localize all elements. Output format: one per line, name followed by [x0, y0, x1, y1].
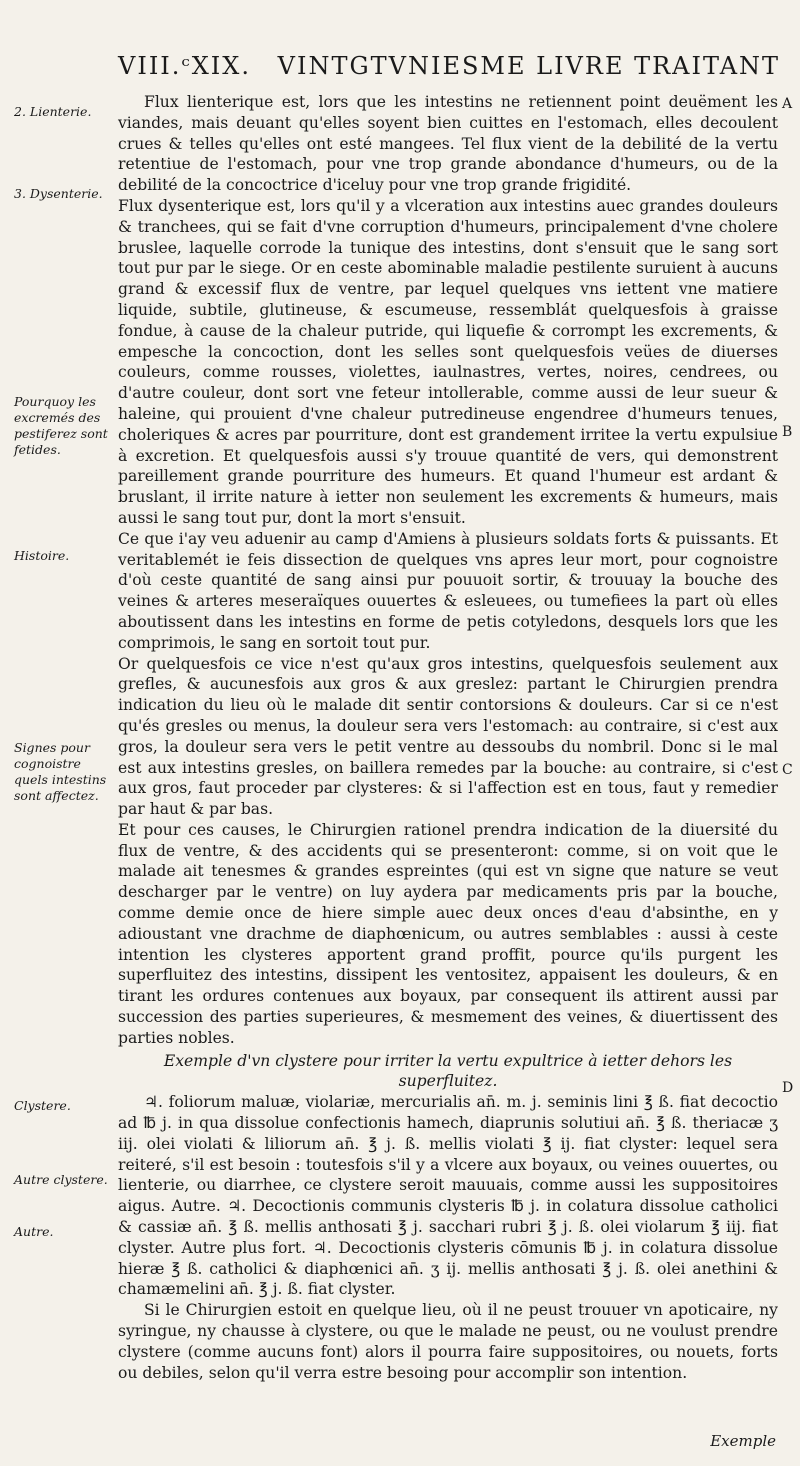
margin-note-autre-clystere: Autre clystere.	[14, 1172, 108, 1187]
paragraph-recipes: ♃. foliorum maluæ, violariæ, mercurialis an̄. m. j. seminis lini ℥ ß. fiat decoctio ad ℔ j. in qua dissolue confectionis hamech, diaprunis solutiui an̄. ℥ ß. theriacæ ʒ iij. olei violati & liliorum an̄. ℥ j. ß. mellis violati ℥ ij. fiat clyster: lequel sera reiteré, s'il est besoin : toutesfois s'il y a vlcere aux boyaux, ou veines ouuertes, ou lienterie, ou diarrhee, ce clystere seroit mauuais, comme aussi les suppositoires aigus. Autre. ♃. Decoctionis communis clysteris ℔ j. in colatura dissolue catholici & cassiæ an̄. ℥ ß. mellis anthosati ℥ j. sacchari rubri ℥ j. ß. olei violarum ℥ iij. fiat clyster. Autre plus fort. ♃. Decoctionis clysteris cōmunis ℔ j. in colatura dissolue hieræ ℥ ß. catholici & diaphœnici an̄. ʒ ij. mellis anthosati ℥ j. ß. olei anethini & chamæmelini an̄. ℥ j. ß. fiat clyster.	[118, 1093, 778, 1299]
paragraph-dysenterie: Flux dysenterique est, lors qu'il y a vlceration aux intestins auec grandes douleurs & tranchees, qui se fait d'vne corruption d'humeurs, principalement d'vne cholere bruslee, laquelle corrode la tunique des intestins, dont s'ensuit que le sang sort tout pur par le siege. Or en ceste abominable maladie pestilente suruient à aucuns grand & excessif flux de ventre, par lequel quelques vns iettent vne matiere liquide, subtile, glutineuse, & escumeuse, ressemblát quelquesfois à graisse fondue, à cause de la chaleur putride, qui liquefie & corrompt les excrements, & empesche la concoction, dont les selles sont quelquesfois veües de diuerses couleurs, comme rousses, violettes, iaulnastres, vertes, noires, cendrees, ou d'autre couleur, dont sort vne feteur intollerable, comme aussi de leur sueur & haleine, qui prouient d'vne chaleur putredineuse engendree d'humeurs tenues, choleriques & acres par pourriture, dont est grandement irritee la vertu expulsiue à excretion. Et quelquesfois aussi s'y trouue quantité de vers, qui demonstrent pareillement grande pourriture des humeurs. Et quand l'humeur est ardant & bruslant, il irrite nature à ietter non seulement les excrements & humeurs, mais aussi le sang tout pur, dont la mort s'ensuit.	[118, 196, 778, 527]
paragraph-suppositoires: Si le Chirurgien estoit en quelque lieu, où il ne peust trouuer vn apoticaire, ny syringue, ny chausse à clystere, ou que le malade ne peust, ou ne voulust prendre clystere (comme aucuns font) alors il pourra faire suppositoires, ou nouets, forts ou debiles, selon qu'il verra estre besoing pour accomplir son intention.	[118, 1301, 778, 1382]
margin-note-clystere: Clystere.	[14, 1098, 71, 1113]
running-header	[118, 52, 781, 80]
margin-note-autre: Autre.	[14, 1224, 54, 1239]
paragraph-signes: Or quelquesfois ce vice n'est qu'aux gros intestins, quelquesfois seulement aux grefles, & aucunesfois aux gros & aux greslez: partant le Chirurgien prendra indication du lieu où le malade dit sentir contorsions & douleurs. Car si ce n'est qu'és gresles ou menus, la douleur sera vers l'estomach: au contraire, si c'est aux gros, la douleur sera vers le petit ventre au dessoubs du nombril. Donc si le mal est aux intestins gresles, on baillera remedes par la bouche: au contraire, si c'est aux gros, faut proceder par clysteres: & si l'affection est en tous, faut y remedier par haut & par bas.	[118, 654, 778, 819]
paragraph-remedes: Et pour ces causes, le Chirurgien rationel prendra indication de la diuersité du flux de ventre, & des accidents qui se presenteront: comme, si on voit que le malade ait tenesmes & grandes espreintes (qui est vn signe que nature se veut descharger par le ventre) on luy aydera par medicaments pris par la bouche, comme demie once de hiere simple auec deux onces d'eau d'absinthe, en y adioustant vne drachme de diaphœnicum, ou autres semblables : aussi à ceste intention les clysteres apportent grand proffit, pource qu'ils purgent les superfluitez des intestins, dissipent les ventositez, appaisent les douleurs, & en tirant les ordures contenues aux boyaux, par consequent ils attirent aussi par succession des parties superieures, & mesmement des veines, & diuertissent des parties nobles.	[118, 820, 778, 1047]
main-text	[118, 92, 778, 1383]
running-title: VINTGTVNIESME LIVRE TRAITANT	[277, 52, 781, 80]
side-letter-a: A	[782, 96, 793, 112]
paragraph-lienterie: Flux lienterique est, lors que les intestins ne retiennent point deuëment les viandes, mais deuant qu'elles soyent bien cuittes en l'estomach, elles decoulent crues & telles qu'elles ont esté mangees. Tel flux vient de la debilité de la vertu retentiue de l'estomach, pour vne trop grande abondance d'humeurs, ou de la debilité de la concoctrice d'iceluy pour vne trop grande frigidité.	[118, 93, 778, 195]
side-letter-c: C	[782, 762, 793, 778]
catchword: Exemple	[710, 1432, 776, 1450]
margin-note-signes: Signes pour cognoistre quels intestins sont affectez.	[14, 740, 107, 803]
margin-note-dysenterie: 3. Dysenterie.	[14, 186, 103, 201]
margin-note-histoire: Histoire.	[14, 548, 70, 563]
side-letter-d: D	[782, 1080, 794, 1096]
margin-note-pourquoy: Pourquoy les excremés des pestiferez sont fetides.	[14, 394, 108, 457]
margin-note-lienterie: 2. Lienterie.	[14, 104, 92, 119]
paragraph-histoire: Ce que i'ay veu aduenir au camp d'Amiens à plusieurs soldats forts & puissants. Et veritablemét ie feis dissection de quelques vns apres leur mort, pour cognoistre d'où ceste quantité de sang ainsi pur pouuoit sortir, & trouuay la bouche des veines & arteres meseraïques ouuertes & esleuees, ou tumefiees la part où elles aboutissent dans les intestins en forme de petis cotyledons, desquels lors que les comprimois, le sang en sortoit tout pur.	[118, 529, 778, 652]
side-letter-b: B	[782, 424, 793, 440]
exemple-heading: Exemple d'vn clystere pour irriter la vertu expultrice à ietter dehors les superfluitez.	[163, 1051, 733, 1091]
folio-number: VIII.ᶜXIX.	[118, 52, 251, 80]
